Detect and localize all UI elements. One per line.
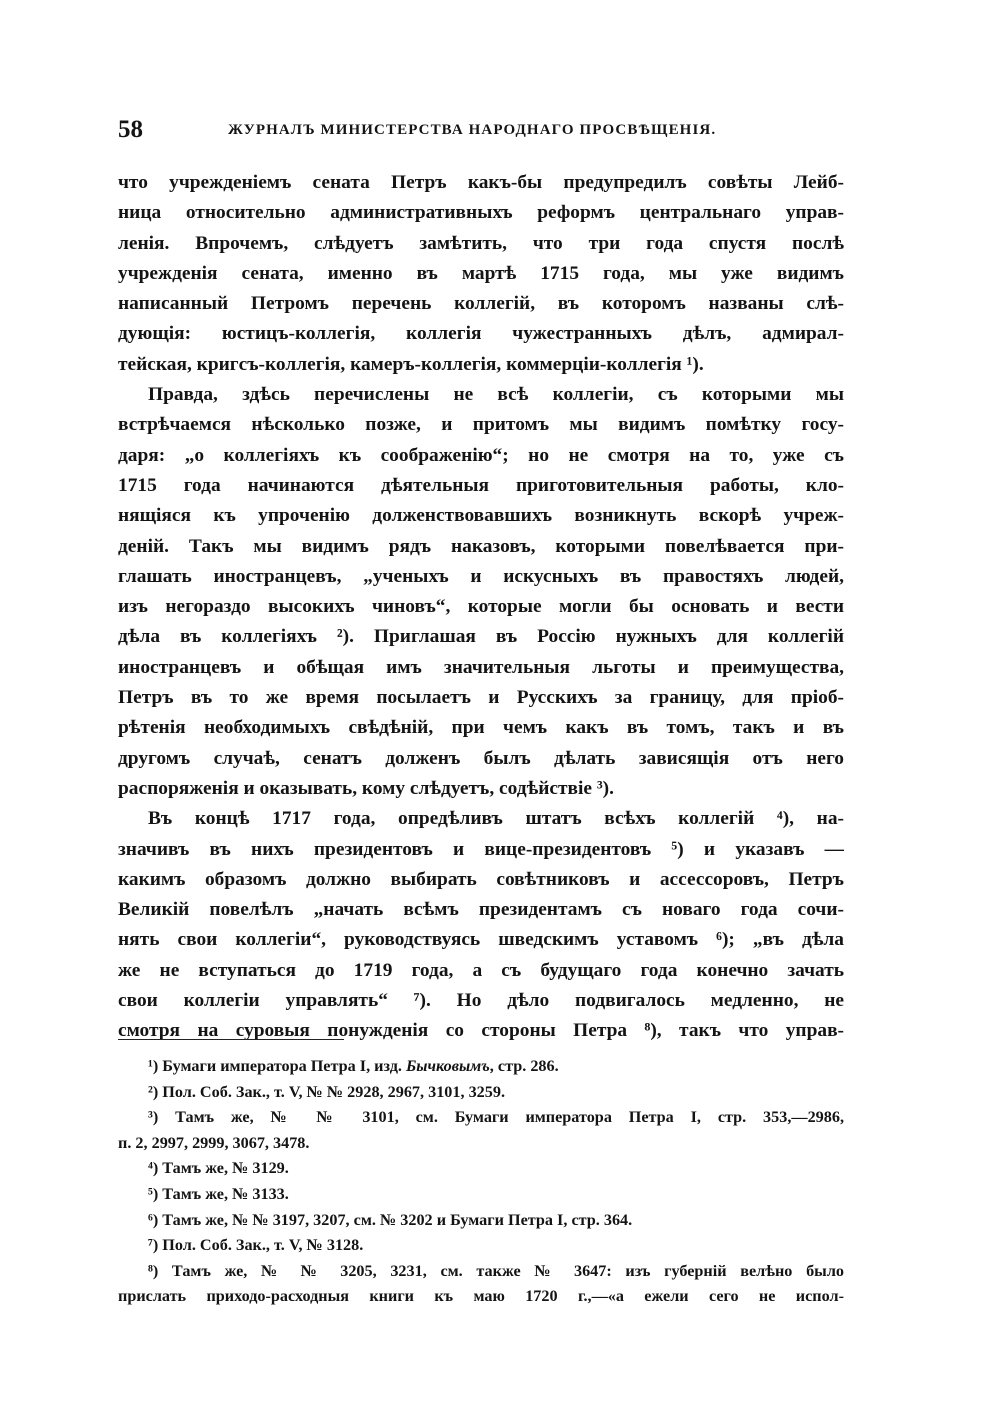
- footnote-5: ⁵) Тамъ же, № 3133.: [148, 1184, 289, 1203]
- text-line: 1715 года начинаются дѣятельныя приготовительныя работы, кло-: [118, 474, 844, 496]
- text-line: деній. Такъ мы видимъ рядъ наказовъ, которыми повелѣвается при-: [118, 535, 844, 557]
- footnote-3-continued: п. 2, 2997, 2999, 3067, 3478.: [118, 1133, 310, 1152]
- text-line: дѣла въ коллегіяхъ ²). Приглашая въ Россію нужныхъ для коллегій: [118, 626, 844, 648]
- text-line: значивъ въ нихъ президентовъ и вице-президентовъ ⁵) и указавъ —: [118, 838, 844, 860]
- text-line: Правда, здѣсь перечислены не всѣ коллегіи, съ которыми мы: [148, 384, 844, 406]
- footnote-6: ⁶) Тамъ же, № № 3197, 3207, см. № 3202 и Бумаги Петра I, стр. 364.: [148, 1210, 633, 1229]
- text-line: что учрежденіемъ сената Петръ какъ-бы предупредилъ совѣты Лейб-: [118, 172, 844, 193]
- text-line: даря: „о коллегіяхъ къ соображенію“; но не смотря на то, уже съ: [118, 444, 844, 466]
- footnote-8-continued: прислать приходо-расходныя книги къ маю 1720 г.,—«а ежели сего не испол-: [118, 1287, 844, 1306]
- footnote-1: [118, 1054, 844, 1080]
- footnote-4: ⁴) Тамъ же, № 3129.: [148, 1159, 289, 1178]
- page-number: 58: [118, 116, 143, 143]
- text-line: дующія: юстицъ-коллегія, коллегія чужестранныхъ дѣлъ, адмирал-: [118, 323, 844, 345]
- text-line: Въ концѣ 1717 года, опредѣливъ штатъ всѣхъ коллегій ⁴), на-: [148, 808, 844, 830]
- footnote-7: ⁷) Пол. Соб. Зак., т. V, № 3128.: [148, 1236, 364, 1255]
- text-line: другомъ случаѣ, сенатъ долженъ былъ дѣлать зависящія отъ него: [118, 747, 844, 769]
- text-line: какимъ образомъ должно выбирать совѣтниковъ и ассессоровъ, Петръ: [118, 868, 844, 890]
- footnote-2: ²) Пол. Соб. Зак., т. V, № № 2928, 2967, 3101, 3259.: [148, 1082, 505, 1101]
- text-line: ленія. Впрочемъ, слѣдуетъ замѣтить, что три года спустя послѣ: [118, 232, 844, 254]
- text-line: изъ негораздо высокихъ чиновъ“, которые могли бы основать и вести: [118, 596, 844, 618]
- text-line: смотря на суровыя понужденія со стороны Петра ⁸), такъ что управ-: [118, 1020, 844, 1042]
- text-line: распоряженія и оказывать, кому слѣдуетъ, содѣйствіе ³).: [118, 777, 614, 799]
- running-title: ЖУРНАЛЪ МИНИСТЕРСТВА НАРОДНАГО ПРОСВѢЩЕНІЯ.: [228, 122, 717, 138]
- text-line: тейская, кригсъ-коллегія, камеръ-коллегія, коммерціи-коллегія ¹).: [118, 353, 704, 375]
- text-line: нящіяся къ упроченію долженствовавшихъ возникнуть вскорѣ учреж-: [118, 505, 844, 527]
- text-line: учрежденія сената, именно въ мартѣ 1715 года, мы уже видимъ: [118, 262, 844, 284]
- text-line: Петръ въ то же время посылаетъ и Русскихъ за границу, для пріоб-: [118, 687, 844, 709]
- text-line: рѣтенія необходимыхъ свѣдѣній, при чемъ какъ въ томъ, такъ и въ: [118, 717, 844, 739]
- footnotes: [118, 1054, 844, 1310]
- text-line: иностранцевъ и обѣщая имъ значительныя льготы и преимущества,: [118, 656, 844, 678]
- text-line: ница относительно административныхъ реформъ центральнаго управ-: [118, 202, 844, 224]
- text-line: написанный Петромъ перечень коллегій, въ которомъ названы слѣ-: [118, 293, 844, 315]
- footnote-8: ⁸) Тамъ же, № № 3205, 3231, см. также № 3647: изъ губерній велѣно было: [148, 1261, 844, 1280]
- footnote-italic-text: Бычковымъ: [406, 1057, 490, 1075]
- footnote-divider: [118, 1039, 344, 1040]
- main-text: [118, 168, 844, 1047]
- text-line: же не вступаться до 1719 года, а съ будущаго года конечно зачать: [118, 959, 844, 981]
- footnote-3: ³) Тамъ же, № № 3101, см. Бумаги императора Петра I, стр. 353,—2986,: [148, 1108, 844, 1127]
- footnote-text: , стр. 286.: [489, 1057, 559, 1075]
- book-page: [118, 0, 844, 1418]
- text-line: встрѣчаемся нѣсколько позже, и притомъ мы видимъ помѣтку госу-: [118, 414, 844, 436]
- text-line: свои коллегіи управлять“ ⁷). Но дѣло подвигалось медленно, не: [118, 990, 844, 1012]
- text-line: нять свои коллегіи“, руководствуясь шведскимъ уставомъ ⁶); „въ дѣла: [118, 929, 844, 951]
- text-line: Великій повелѣлъ „начать всѣмъ президентамъ съ новаго года сочи-: [118, 899, 844, 921]
- footnote-text: ¹) Бумаги императора Петра I, изд.: [148, 1057, 407, 1075]
- page-header: [118, 116, 844, 150]
- text-line: глашать иностранцевъ, „ученыхъ и искусныхъ въ правостяхъ людей,: [118, 565, 844, 587]
